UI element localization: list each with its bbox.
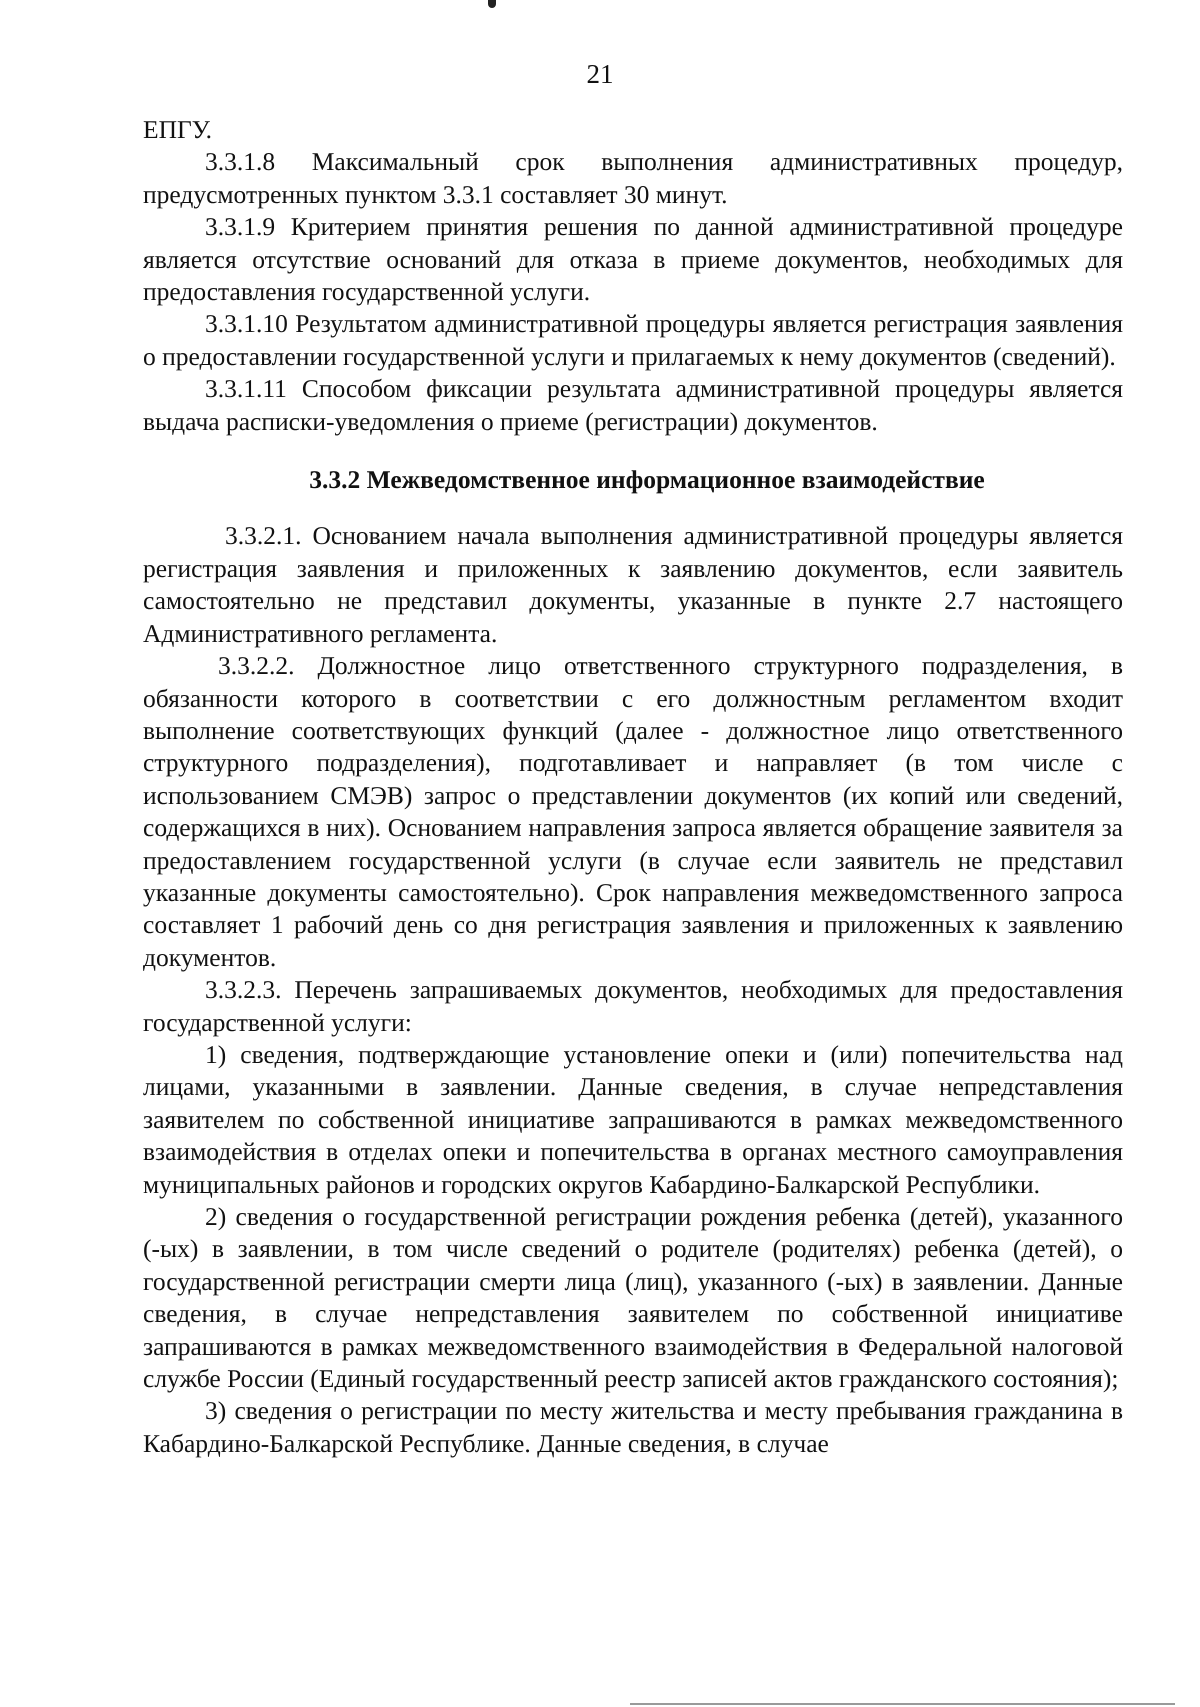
paragraph-epgu: ЕПГУ. [143, 115, 213, 144]
section-heading-3-3-2: 3.3.2 Межведомственное информационное взаимодействие [309, 465, 985, 495]
paragraph-3-3-1-10: 3.3.1.10 Результатом административной процедуры является регистрация заявления о предоставлении государственной услуги и прилагаемых к нему документов (сведений). [143, 309, 1123, 371]
paragraph-3-3-1-11: 3.3.1.11 Способом фиксации результата административной процедуры является выдача расписки-уведомления о приеме (регистрации) документов. [143, 374, 1123, 436]
bottom-scan-line [630, 1703, 1175, 1705]
list-item-2: 2) сведения о государственной регистрации рождения ребенка (детей), указанного (-ых) в заявлении, в том числе сведений о родителе (родителях) ребенка (детей), о государственной регистрации смерти лица (лиц), указанного (-ых) в заявлении. Данные сведения, в случае непредставления заявителем по собственной инициативе запрашиваются в рамках межведомственного взаимодействия в Федеральной налоговой службе России (Единый государственный реестр записей актов гражданского состояния); [143, 1202, 1123, 1394]
scan-mark [488, 0, 496, 8]
paragraph-3-3-2-2: 3.3.2.2. Должностное лицо ответственного структурного подразделения, в обязанности которого в соответствии с его должностным регламентом входит выполнение соответствующих функций (далее - должностное лицо ответственного структурного подразделения), подготавливает и направляет (в том числе с использованием СМЭВ) запрос о представлении документов (их копий или сведений, содержащихся в них). Основанием направления запроса является обращение заявителя за предоставлением государственной услуги (в случае если заявитель не представил указанные документы самостоятельно). Срок направления межведомственного запроса составляет 1 рабочий день со дня регистрация заявления и приложенных к заявлению документов. [143, 651, 1123, 972]
list-item-3: 3) сведения о регистрации по месту жительства и месту пребывания гражданина в Кабардино-Балкарской Республике. Данные сведения, в случае [143, 1396, 1123, 1458]
list-item-1: 1) сведения, подтверждающие установление опеки и (или) попечительства над лицами, указанными в заявлении. Данные сведения, в случае непредставления заявителем по собственной инициативе запрашиваются в рамках межведомственного взаимодействия в отделах опеки и попечительства в органах местного самоуправления муниципальных районов и городских округов Кабардино-Балкарской Республики. [143, 1039, 1123, 1199]
paragraph-3-3-1-8: 3.3.1.8 Максимальный срок выполнения административных процедур, предусмотренных пунктом 3.3.1 составляет 30 минут. [143, 147, 1123, 209]
paragraph-3-3-2-1: 3.3.2.1. Основанием начала выполнения административной процедуры является регистрация заявления и приложенных к заявлению документов, если заявитель самостоятельно не представил документы, указанные в пункте 2.7 настоящего Административного регламента. [143, 521, 1123, 648]
paragraph-3-3-2-3: 3.3.2.3. Перечень запрашиваемых документов, необходимых для предоставления государственной услуги: [143, 975, 1123, 1037]
page-number: 21 [586, 59, 614, 89]
paragraph-3-3-1-9: 3.3.1.9 Критерием принятия решения по данной административной процедуре является отсутствие оснований для отказа в приеме документов, необходимых для предоставления государственной услуги. [143, 212, 1123, 307]
document-body [143, 114, 1123, 1460]
